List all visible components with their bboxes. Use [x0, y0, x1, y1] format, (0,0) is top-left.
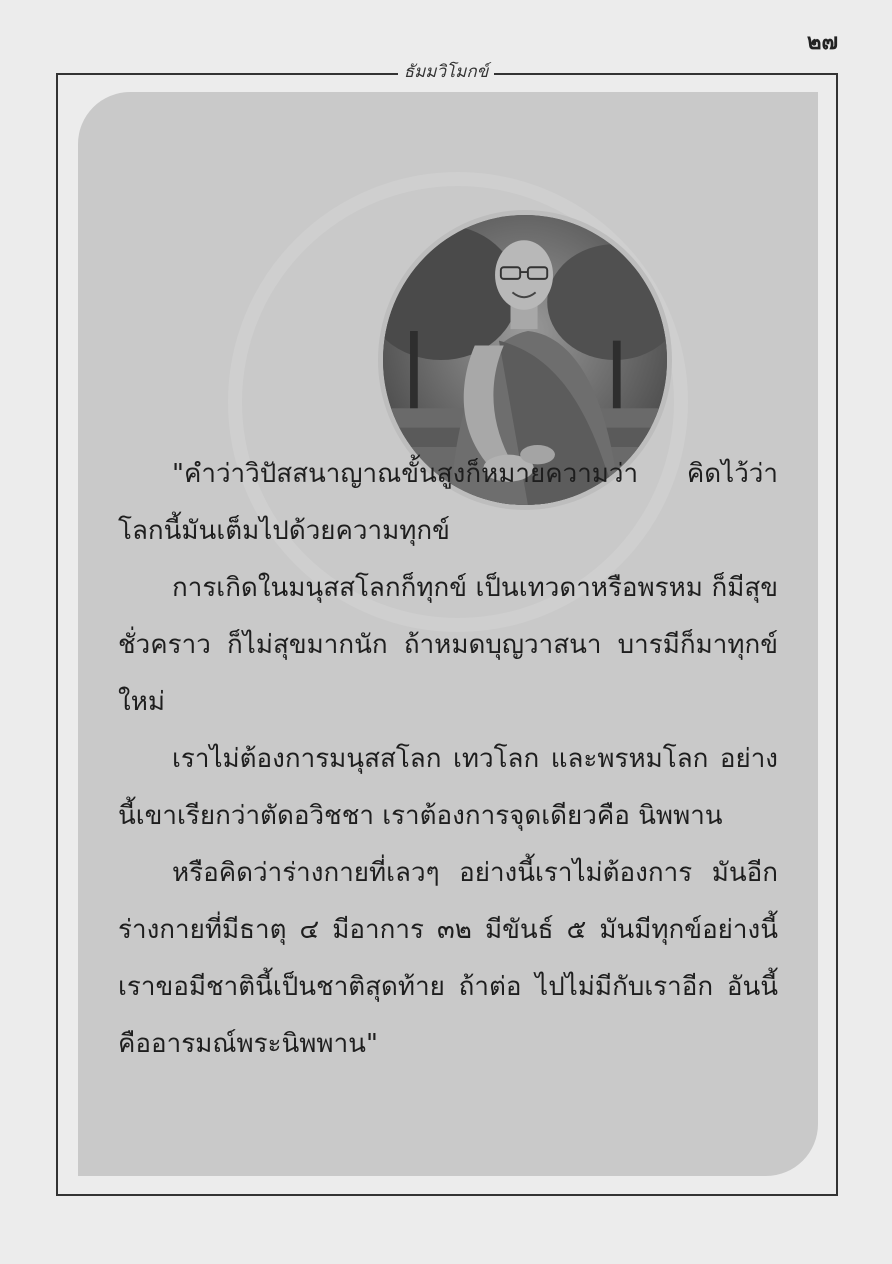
- quote-paragraph-4: หรือคิดว่าร่างกายที่เลวๆ อย่างนี้เราไม่ต้องการ มันอีก ร่างกายที่มีธาตุ ๔ มีอาการ ๓๒ มีขันธ์ ๕ มันมีทุกข์อย่างนี้เราขอมีชาตินี้เป็นชาติสุดท้าย ถ้าต่อ ไปไม่มีกับเราอีก อันนี้คืออารมณ์พระนิพพาน": [118, 858, 778, 1059]
- page-number: ๒๗: [806, 29, 838, 55]
- quote-paragraph-1: "คำว่าวิปัสสนาญาณขั้นสูงก็หมายความว่า คิดไว้ว่าโลกนี้มันเต็มไปด้วยความทุกข์: [118, 459, 778, 546]
- quote-paragraph-3: เราไม่ต้องการมนุสสโลก เทวโลก และพรหมโลก อย่างนี้เขาเรียกว่าตัดอวิชชา เราต้องการจุดเดียวคือ นิพพาน: [118, 744, 778, 831]
- quote-text: [118, 446, 778, 1073]
- header-title: ธัมมวิโมกข์: [398, 58, 495, 85]
- content-panel: [78, 92, 818, 1176]
- quote-paragraph-2: การเกิดในมนุสสโลกก็ทุกข์ เป็นเทวดาหรือพรหม ก็มีสุขชั่วคราว ก็ไม่สุขมากนัก ถ้าหมดบุญวาสนา บารมีก็มาทุกข์ใหม่: [118, 573, 778, 717]
